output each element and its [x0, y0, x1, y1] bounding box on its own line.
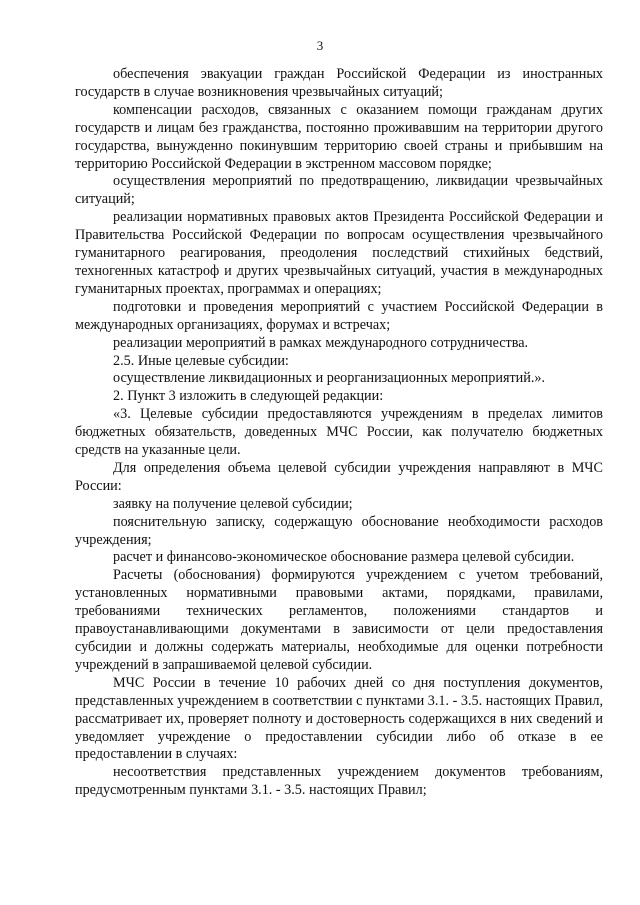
- paragraph: осуществление ликвидационных и реорганизационных мероприятий.».: [113, 370, 546, 387]
- paragraph: Расчеты (обоснования) формируются учреждением с учетом требований, установленных нормативными правовыми актами, порядками, правилами, требованиями технических регламентов, положениями стандартов и правоустанавливающими документами в зависимости от цели предоставления субсидии и должны содержать материалы, необходимые для оценки потребности учреждений в запрашиваемой целевой субсидии.: [75, 567, 603, 673]
- paragraph: «3. Целевые субсидии предоставляются учреждениям в пределах лимитов бюджетных обязательств, доведенных МЧС России, как получателю бюджетных средств на указанные цели.: [75, 406, 603, 459]
- paragraph: подготовки и проведения мероприятий с участием Российской Федерации в международных организациях, форумах и встречах;: [75, 298, 603, 333]
- paragraph: Для определения объема целевой субсидии учреждения направляют в МЧС России:: [75, 459, 603, 494]
- paragraph: компенсации расходов, связанных с оказанием помощи гражданам других государств и лицам без гражданства, постоянно проживавшим на территории другого государства, вынужденно покинувшим территорию своей страны и прибывшим на территорию Российской Федерации в экстренном массовом порядке;: [75, 101, 603, 172]
- paragraph: осуществления мероприятий по предотвращению, ликвидации чрезвычайных ситуаций;: [75, 173, 603, 208]
- paragraph: реализации нормативных правовых актов Президента Российской Федерации и Правительства Российской Федерации по вопросам осуществления чрезвычайного гуманитарного реагирования, преодоления последствий стихийных бедствий, техногенных катастроф и других чрезвычайных ситуаций, участия в международных гуманитарных проектах, программах и операциях;: [75, 209, 603, 297]
- paragraph: несоответствия представленных учреждением документов требованиям, предусмотренным пунктами 3.1. - 3.5. настоящих Правил;: [75, 764, 603, 799]
- page-number: 3: [316, 38, 324, 53]
- paragraph: 2.5. Иные целевые субсидии:: [113, 352, 289, 369]
- paragraph: 2. Пункт 3 изложить в следующей редакции:: [113, 388, 384, 405]
- paragraph: расчет и финансово-экономическое обоснование размера целевой субсидии.: [113, 549, 575, 566]
- paragraph: МЧС России в течение 10 рабочих дней со дня поступления документов, представленных учреждением в соответствии с пунктами 3.1. - 3.5. настоящих Правил, рассматривает их, проверяет полноту и достоверность содержащихся в них сведений и уведомляет учреждение о предоставлении субсидии либо об отказе в ее предоставлении в случаях:: [75, 674, 603, 763]
- paragraph: обеспечения эвакуации граждан Российской Федерации из иностранных государств в случае возникновения чрезвычайных ситуаций;: [75, 66, 603, 100]
- paragraph: пояснительную записку, содержащую обоснование необходимости расходов учреждения;: [75, 513, 603, 548]
- document-body: [75, 66, 603, 800]
- paragraph: реализации мероприятий в рамках международного сотрудничества.: [113, 334, 529, 351]
- paragraph: заявку на получение целевой субсидии;: [113, 495, 353, 512]
